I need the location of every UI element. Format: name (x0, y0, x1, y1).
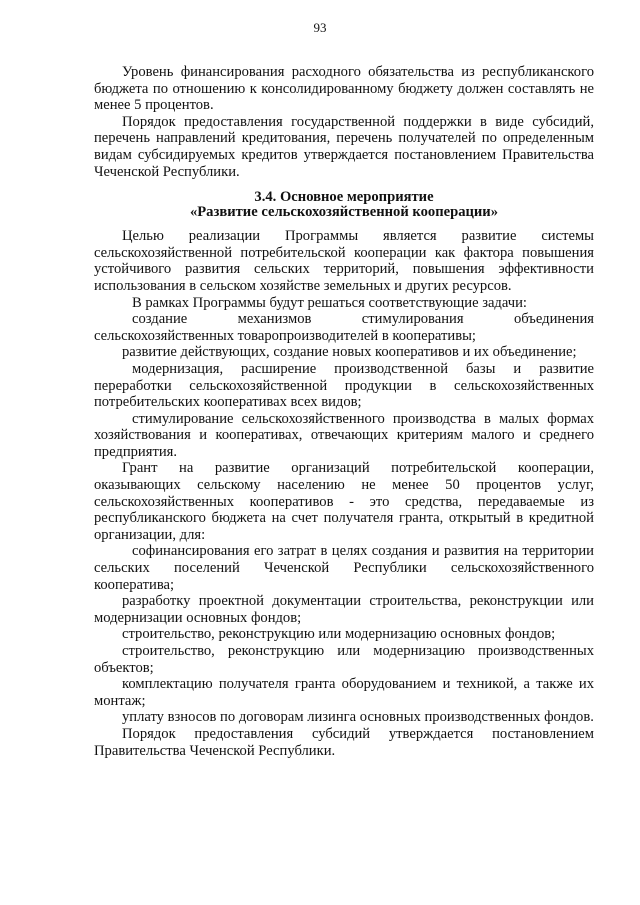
paragraph-tasks-intro: В рамках Программы будут решаться соответствующие задачи: (132, 294, 527, 311)
list-item-grant-use: софинансирования его затрат в целях создания и развития на территории сельских поселений Чеченской Республики сельскохозяйственного кооператива; (94, 543, 594, 593)
paragraph-goal: Целью реализации Программы является развитие системы сельскохозяйственной потребительской кооперации как фактора повышения устойчивого развития сельских территорий, повышения эффективности использования в сельском хозяйстве земельных и других ресурсов. (94, 228, 594, 294)
document-body (94, 64, 594, 759)
list-item-grant-use: строительство, реконструкцию или модернизацию основных фондов; (122, 626, 556, 643)
list-item-grant-use: комплектацию получателя гранта оборудованием и техникой, а также их монтаж; (94, 676, 594, 709)
list-item-task: развитие действующих, создание новых кооперативов и их объединение; (122, 344, 577, 361)
paragraph-grant: Грант на развитие организаций потребительской кооперации, оказывающих сельскому населению не менее 50 процентов услуг, сельскохозяйственных кооперативов - это средства, передаваемые из республиканского бюджета на счет получателя гранта, открытый в кредитной организации, для: (94, 460, 594, 543)
page-number: 93 (313, 20, 327, 35)
list-item-task: создание механизмов стимулирования объединения сельскохозяйственных товаропроизводителей в кооперативы; (94, 311, 594, 344)
section-heading (94, 190, 594, 220)
section-heading-title: «Развитие сельскохозяйственной кооперации» (189, 204, 499, 221)
paragraph-subsidy-order: Порядок предоставления субсидий утверждается постановлением Правительства Чеченской Республики. (94, 725, 594, 759)
list-item-task: модернизация, расширение производственной базы и развитие переработки сельскохозяйственной продукции в сельскохозяйственных потребительских кооперативах всех видов; (94, 360, 594, 411)
paragraph-funding-level: Уровень финансирования расходного обязательства из республиканского бюджета по отношению к консолидированному бюджету должен составлять не менее 5 процентов. (94, 64, 594, 114)
list-item-grant-use: уплату взносов по договорам лизинга основных производственных фондов. (122, 709, 594, 726)
list-item-grant-use: разработку проектной документации строительства, реконструкции или модернизации основных фондов; (94, 593, 594, 626)
paragraph-support-order: Порядок предоставления государственной поддержки в виде субсидий, перечень направлений кредитования, перечень получателей по определенным видам субсидируемых кредитов утверждается постановлением Правительства Чеченской Республики. (94, 113, 594, 180)
section-heading-number: 3.4. Основное мероприятие (254, 189, 434, 206)
list-item-task: стимулирование сельскохозяйственного производства в малых формах хозяйствования и кооперативах, отвечающих критериям малого и среднего предприятия. (94, 410, 594, 460)
list-item-grant-use: строительство, реконструкцию или модернизацию производственных объектов; (94, 643, 594, 676)
